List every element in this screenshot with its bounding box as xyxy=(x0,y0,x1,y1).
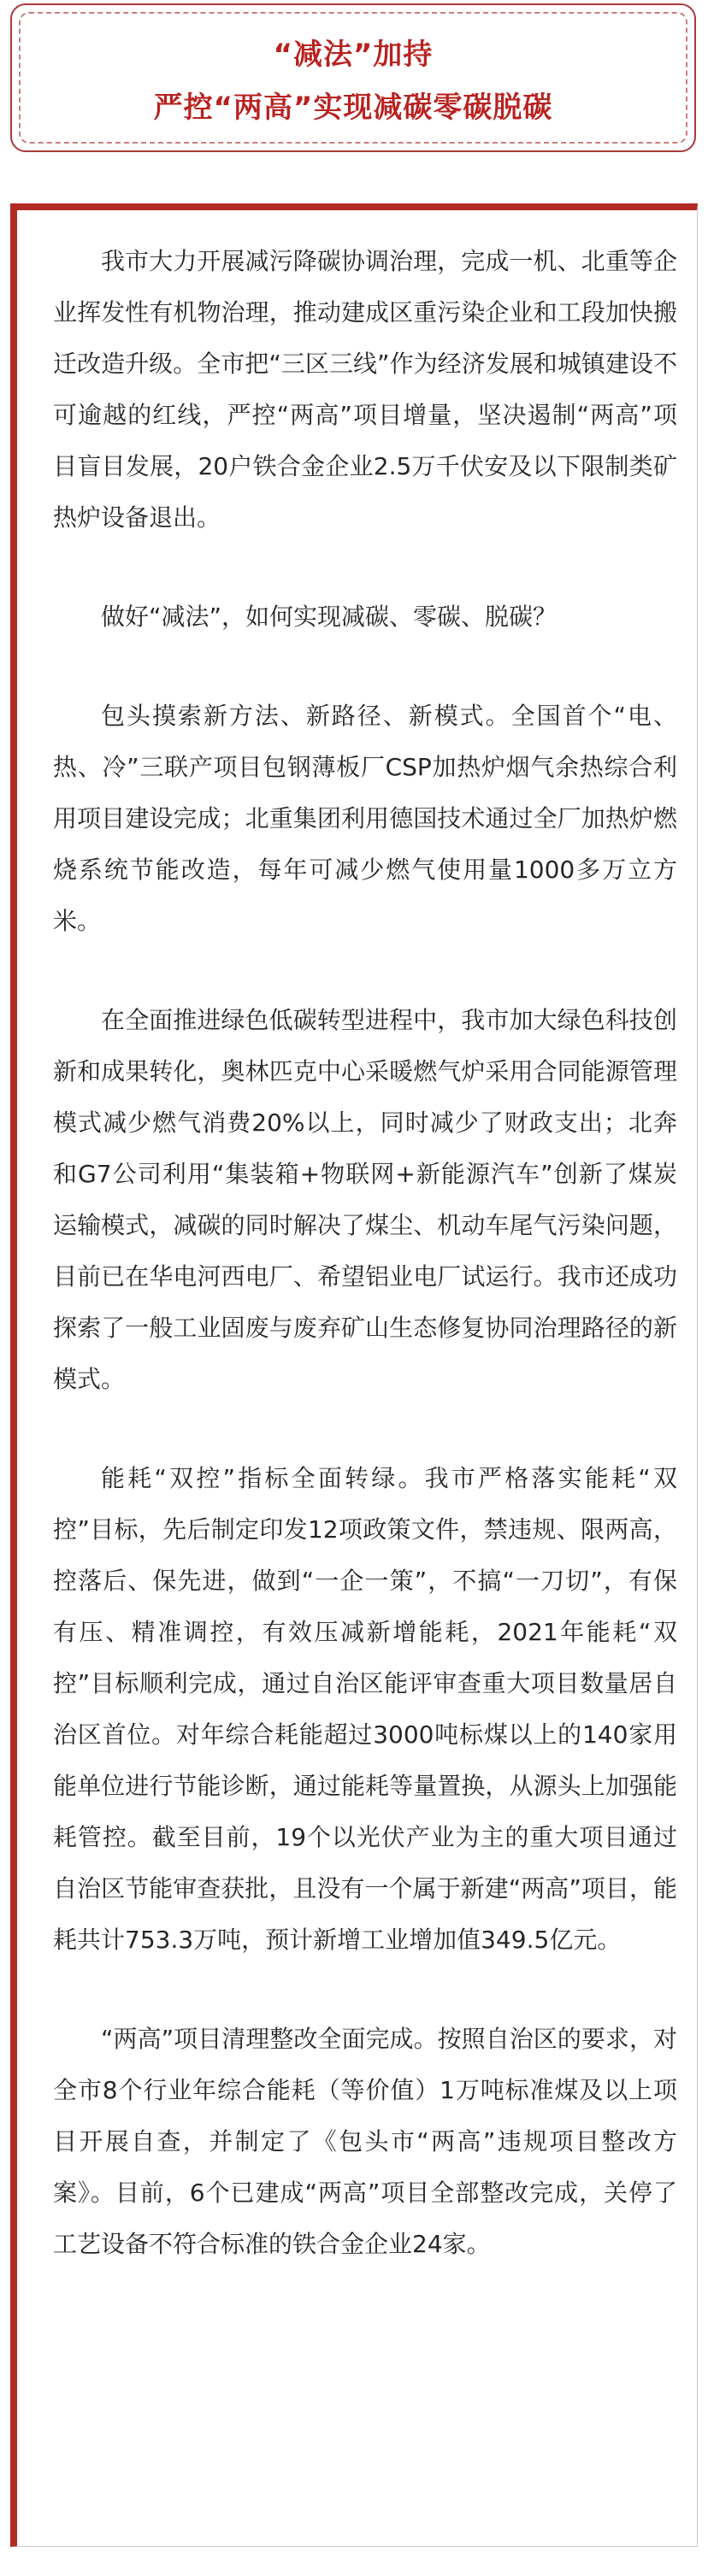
paragraph-3: 包头摸索新方法、新路径、新模式。全国首个“电、热、冷”三联产项目包钢薄板厂CSP加热炉烟气余热综合利用项目建设完成；北重集团利用德国技术通过全厂加热炉燃烧系统节能改造，每年可减少燃气使用量1000多万立方米。 xyxy=(53,702,677,935)
paragraph-2: 做好“减法”，如何实现减碳、零碳、脱碳？ xyxy=(101,603,558,631)
article-frame xyxy=(10,203,698,2547)
paragraph-5: 能耗“双控”指标全面转绿。我市严格落实能耗“双控”目标，先后制定印发12项政策文件，禁违规、限两高，控落后、保先进，做到“一企一策”，不搞“一刀切”，有保有压、精准调控，有效压减新增能耗，2021年能耗“双控”目标顺利完成，通过自治区能评审查重大项目数量居自治区首位。对年综合耗能超过3000吨标煤以上的140家用能单位进行节能诊断，通过能耗等量置换，从源头上加强能耗管控。截至目前，19个以光伏产业为主的重大项目通过自治区节能审查获批，且没有一个属于新建“两高”项目，能耗共计753.3万吨，预计新增工业增加值349.5亿元。 xyxy=(53,1464,677,1954)
title-line-2: 严控“两高”实现减碳零碳脱碳 xyxy=(153,91,553,125)
paragraph-4: 在全面推进绿色低碳转型进程中，我市加大绿色科技创新和成果转化，奥林匹克中心采暖燃气炉采用合同能源管理模式减少燃气消费20%以上，同时减少了财政支出；北奔和G7公司利用“集装箱+物联网+新能源汽车”创新了煤炭运输模式，减碳的同时解决了煤尘、机动车尾气污染问题，目前已在华电河西电厂、希望铝业电厂试运行。我市还成功探索了一般工业固废与废弃矿山生态修复协同治理路径的新模式。 xyxy=(53,1006,677,1393)
paragraph-1: 我市大力开展减污降碳协调治理，完成一机、北重等企业挥发性有机物治理，推动建成区重污染企业和工段加快搬迁改造升级。全市把“三区三线”作为经济发展和城镇建设不可逾越的红线，严控“两高”项目增量，坚决遏制“两高”项目盲目发展，20户铁合金企业2.5万千伏安及以下限制类矿热炉设备退出。 xyxy=(53,247,677,532)
title-frame xyxy=(10,3,696,152)
article-body xyxy=(53,236,677,2318)
paragraph-6: “两高”项目清理整改全面完成。按照自治区的要求，对全市8个行业年综合能耗（等价值）1万吨标准煤及以上项目开展自查，并制定了《包头市“两高”违规项目整改方案》。目前，6个已建成“两高”项目全部整改完成，关停了工艺设备不符合标准的铁合金企业24家。 xyxy=(53,2025,677,2258)
title-line-1: “减法”加持 xyxy=(273,38,434,72)
